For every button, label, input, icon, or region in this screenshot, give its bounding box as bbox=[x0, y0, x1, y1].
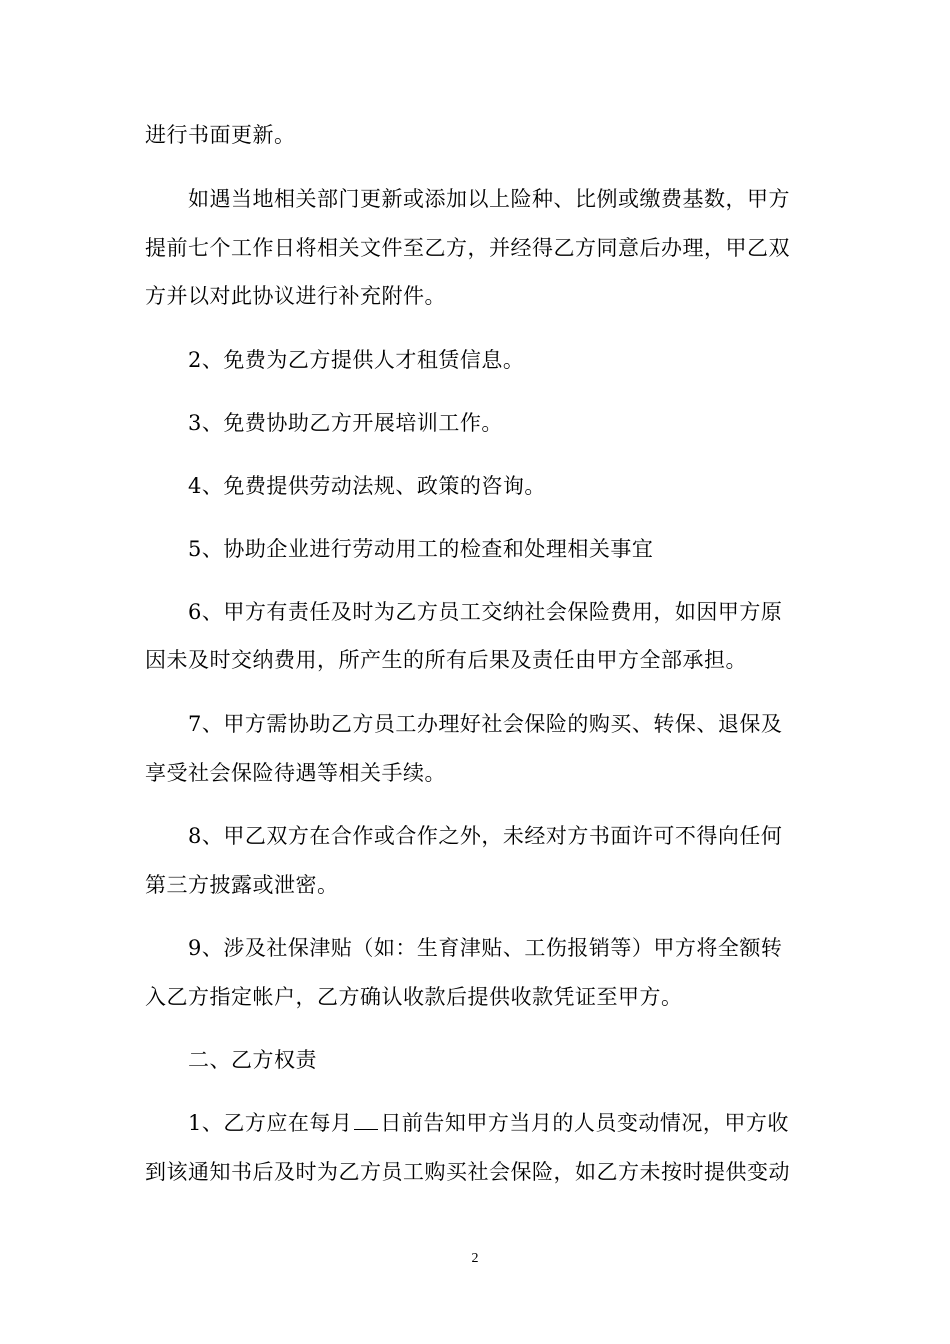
text-line: 第三方披露或泄密。 bbox=[145, 873, 339, 897]
text-fragment: 1、乙方应在每月 bbox=[188, 1111, 353, 1135]
section-heading: 二、乙方权责 bbox=[188, 1048, 317, 1072]
text-line: 提前七个工作日将相关文件至乙方，并经得乙方同意后办理，甲乙双 bbox=[145, 236, 790, 260]
text-line: 入乙方指定帐户，乙方确认收款后提供收款凭证至甲方。 bbox=[145, 985, 683, 1009]
page-number: 2 bbox=[471, 1251, 479, 1266]
text-line: 方并以对此协议进行补充附件。 bbox=[145, 284, 446, 308]
text-line bbox=[188, 1109, 789, 1137]
text-fragment: 日前告知甲方当月的人员变动情况，甲方收 bbox=[380, 1111, 789, 1135]
text-line: 如遇当地相关部门更新或添加以上险种、比例或缴费基数，甲方 bbox=[188, 187, 790, 211]
text-line: 享受社会保险待遇等相关手续。 bbox=[145, 761, 446, 785]
blank-fill-field bbox=[354, 1109, 378, 1130]
text-line: 进行书面更新。 bbox=[145, 123, 296, 147]
text-line: 到该通知书后及时为乙方员工购买社会保险，如乙方未按时提供变动 bbox=[145, 1160, 790, 1184]
text-line: 7、甲方需协助乙方员工办理好社会保险的购买、转保、退保及 bbox=[188, 712, 783, 736]
text-line: 因未及时交纳费用，所产生的所有后果及责任由甲方全部承担。 bbox=[145, 648, 747, 672]
text-line: 2、免费为乙方提供人才租赁信息。 bbox=[188, 348, 525, 372]
text-line: 8、甲乙双方在合作或合作之外，未经对方书面许可不得向任何 bbox=[188, 824, 783, 848]
text-line: 3、免费协助乙方开展培训工作。 bbox=[188, 411, 503, 435]
text-line: 6、甲方有责任及时为乙方员工交纳社会保险费用，如因甲方原 bbox=[188, 600, 783, 624]
text-line: 5、协助企业进行劳动用工的检查和处理相关事宜 bbox=[188, 537, 654, 561]
text-line: 9、涉及社保津贴（如：生育津贴、工伤报销等）甲方将全额转 bbox=[188, 936, 783, 960]
text-line: 4、免费提供劳动法规、政策的咨询。 bbox=[188, 474, 546, 498]
